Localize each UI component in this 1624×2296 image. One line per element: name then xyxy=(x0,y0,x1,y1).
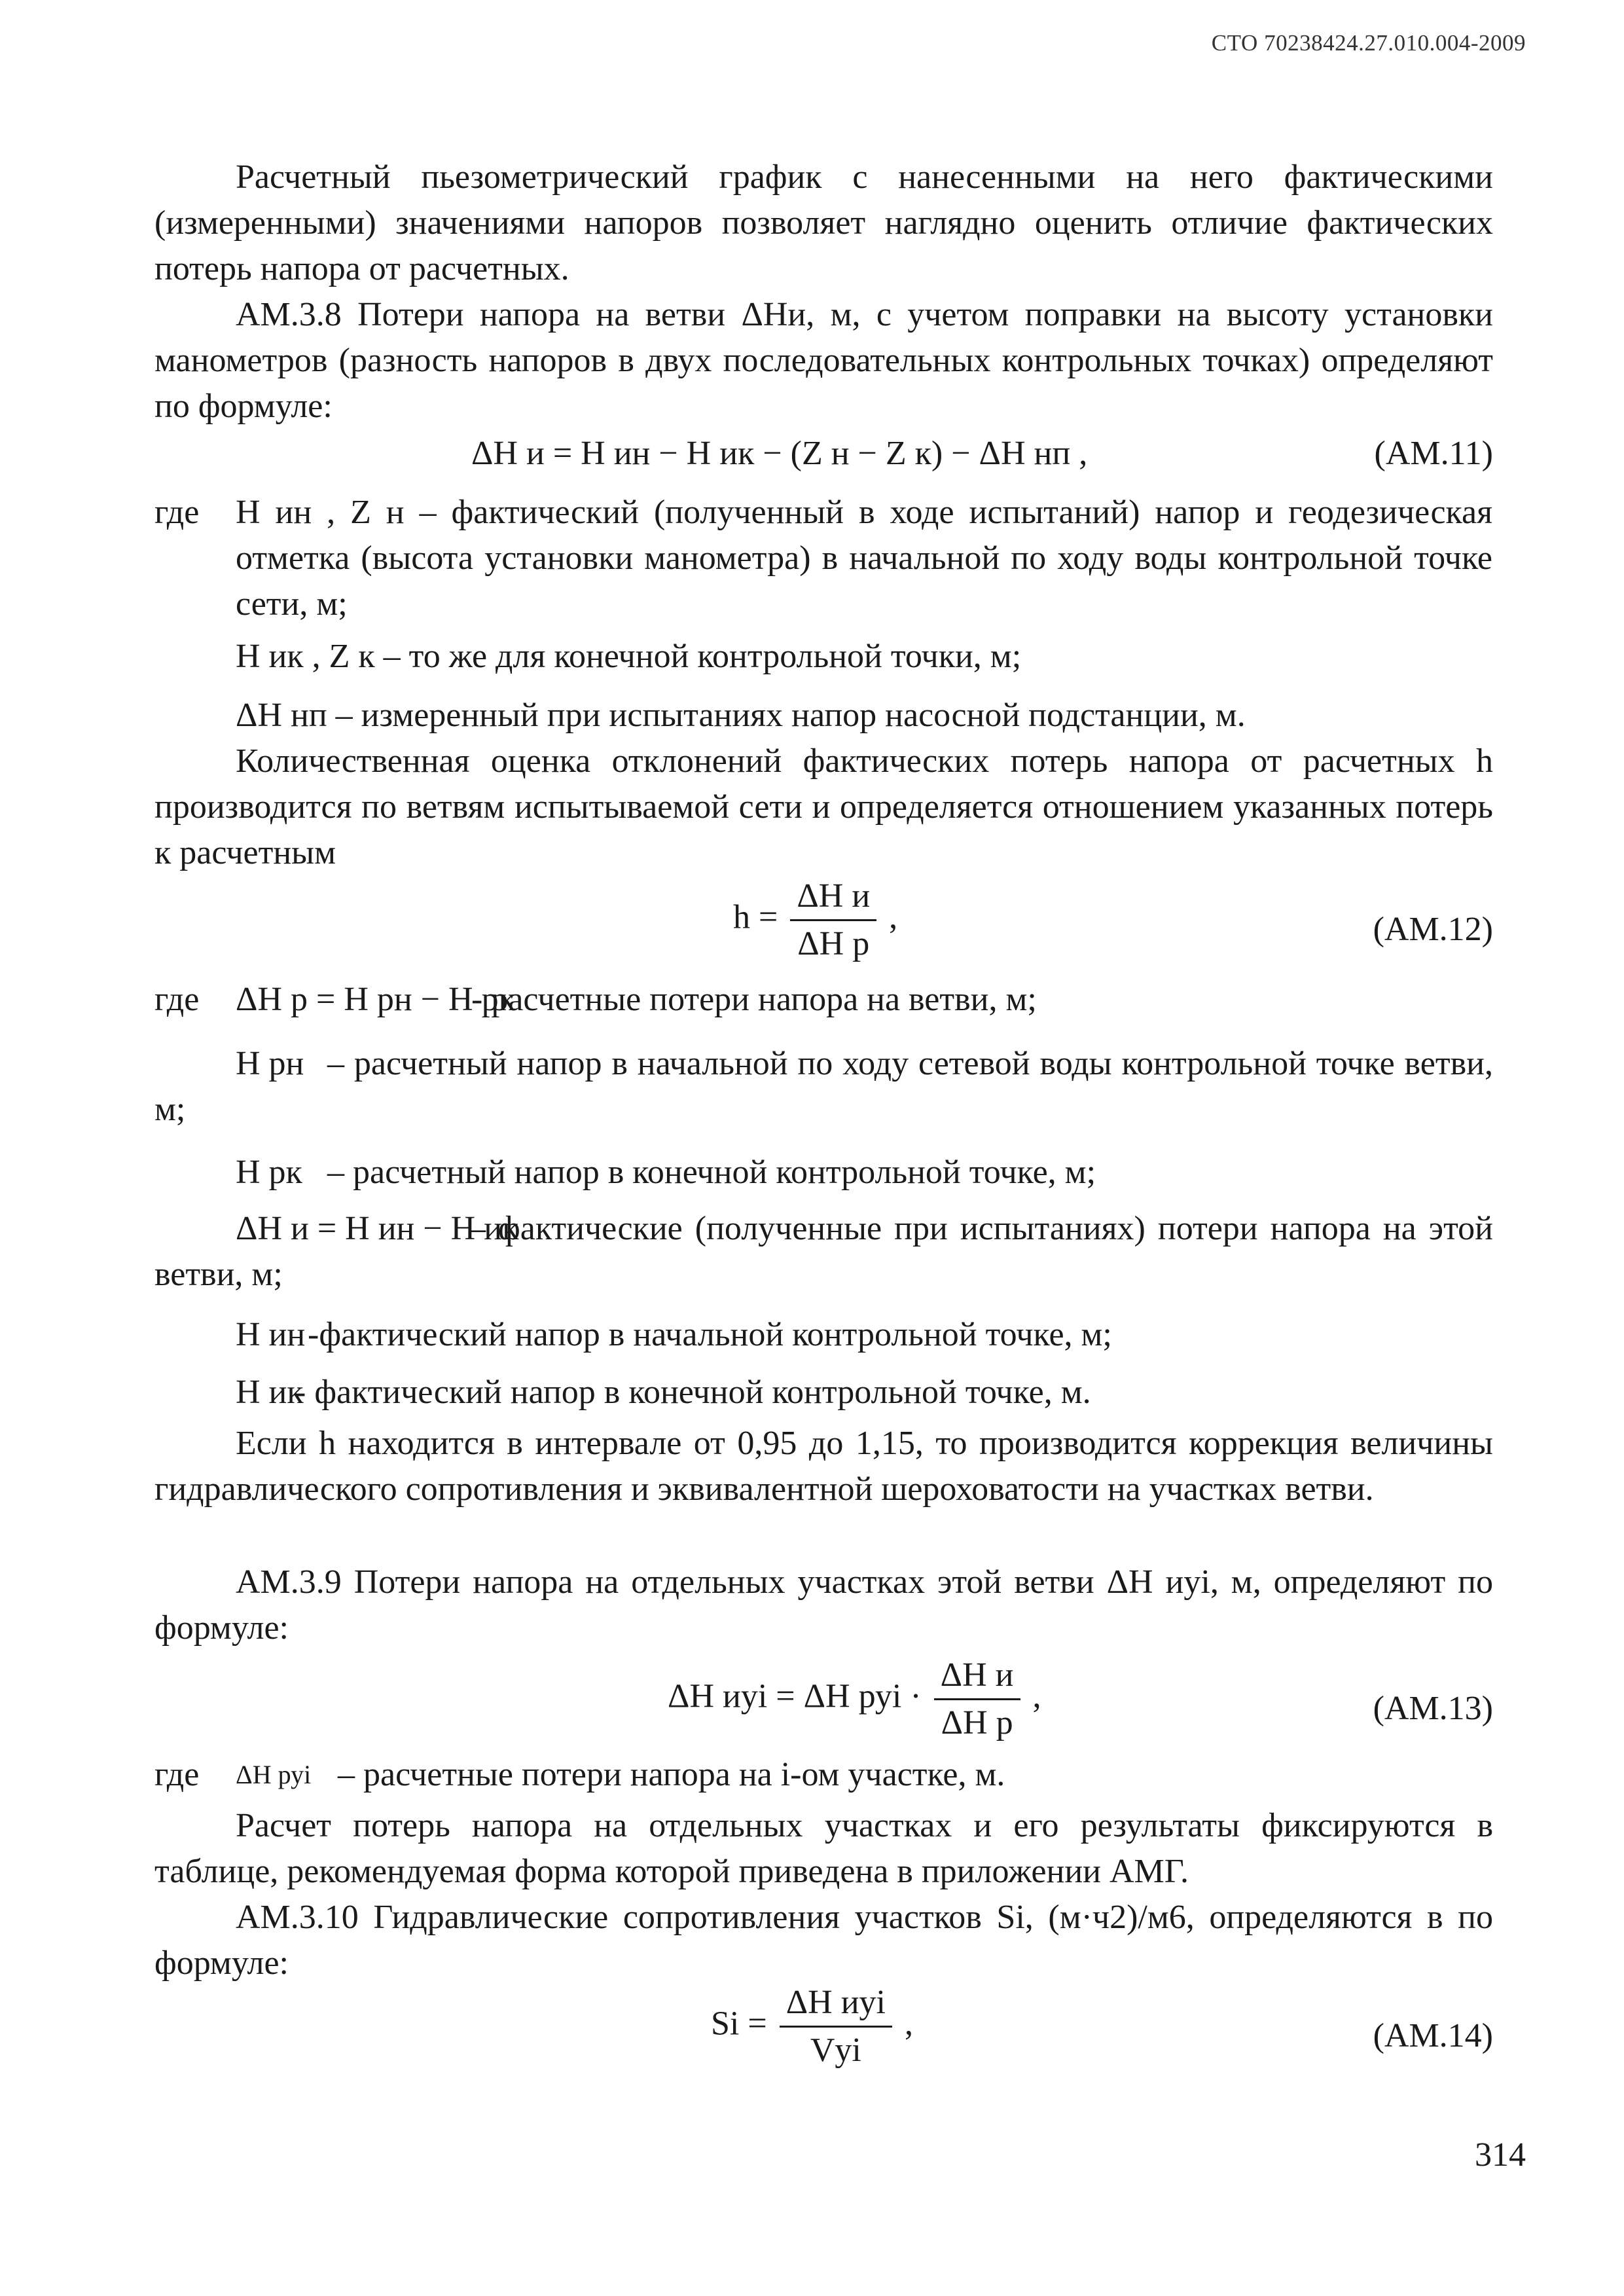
paragraph-text: АМ.3.8 Потери напора на ветви ΔНи, м, с учетом поправки на высоту установки манометров (разность напоров в двух последовательных контрольных точках) определяют по формуле: xyxy=(154,296,1493,425)
formula-tail: , xyxy=(889,898,898,936)
formula-am-14 xyxy=(711,1982,913,2071)
definition-calc-loss-segment: – расчетные потери напора на i-ом участке, м. xyxy=(338,1756,1005,1793)
equation-number-am-13: (АМ.13) xyxy=(1373,1690,1493,1727)
formula-lhs: h = xyxy=(733,898,778,936)
formula-tail: , xyxy=(904,2005,913,2043)
symbol-calc-head-start: Н рн xyxy=(236,1045,304,1082)
symbol-calc-loss-segment: ΔН руi xyxy=(236,1760,312,1789)
definition-pump-head: ΔН нп – измеренный при испытаниях напор насосной подстанции, м. xyxy=(236,697,1246,734)
paragraph-text: Расчетный пьезометрический график с нанесенными на него фактическими (измеренными) значениями напоров позволяет наглядно оценить отличие фактических потерь напора от расчетных. xyxy=(154,158,1493,287)
fraction-denominator: ΔН р xyxy=(941,1704,1013,1741)
fraction-denominator: ΔН р xyxy=(797,925,870,962)
symbol-actual-head-start: Н ин xyxy=(236,1316,306,1353)
paragraph-am-3-9 xyxy=(154,1559,1493,1651)
equation-number-am-14: (АМ.14) xyxy=(1373,2017,1493,2054)
formula-lhs: Si = xyxy=(711,2005,767,2043)
definition-actual-loss xyxy=(154,1206,1493,1298)
where-label: где xyxy=(154,494,200,531)
where-formula-actual-loss: ΔН и = Н ин − Н ик xyxy=(236,1210,519,1247)
where-label: где xyxy=(154,981,200,1018)
where-formula-calc-loss: ΔН р = Н рн − Н рк xyxy=(236,981,515,1018)
formula-tail: , xyxy=(1032,1677,1041,1715)
formula-am-11: ΔН и = Н ин − Н ик − (Z н − Z к) − ΔН нп , xyxy=(471,435,1088,472)
document-code: СТО 70238424.27.010.004-2009 xyxy=(1211,30,1526,56)
fraction xyxy=(780,1982,892,2071)
definition-end-point: Н ик , Z к – то же для конечной контрольной точки, м; xyxy=(236,638,1022,675)
where-definition-start xyxy=(236,490,1492,627)
equation-number-am-12: (АМ.12) xyxy=(1373,911,1493,948)
definition-text: – фактические (полученные при испытаниях) потери напора на этой ветви, м; xyxy=(154,1210,1493,1293)
fraction-numerator: ΔН и xyxy=(934,1655,1020,1700)
definition-text: – расчетный напор в начальной по ходу сетевой воды контрольной точке ветви, м; xyxy=(154,1045,1493,1128)
paragraph-text: АМ.3.10 Гидравлические сопротивления участков Si, (м·ч2)/м6, определяются в по формуле: xyxy=(154,1899,1493,1982)
paragraph-text: Расчет потерь напора на отдельных участках и его результаты фиксируются в таблице, рекомендуемая форма которой приведена в приложении АМГ. xyxy=(154,1807,1493,1890)
definition-actual-head-end: - фактический напор в конечной контрольной точке, м. xyxy=(295,1374,1091,1411)
paragraph-calculation-table xyxy=(154,1803,1493,1895)
fraction-numerator: ΔН иуi xyxy=(780,1982,892,2028)
where-text-calc-loss: - расчетные потери напора на ветви, м; xyxy=(471,981,1037,1018)
where-label: где xyxy=(154,1756,200,1793)
paragraph-am-3-8 xyxy=(154,292,1493,429)
paragraph-text: АМ.3.9 Потери напора на отдельных участках этой ветви ΔН иуi, м, определяют по формуле: xyxy=(154,1563,1493,1647)
fraction xyxy=(790,876,876,964)
definition-text: Н ин , Z н – фактический (полученный в ходе испытаний) напор и геодезическая отметка (высота установки манометра) в начальной по ходу воды контрольной точке сети, м; xyxy=(236,494,1492,623)
formula-lhs: ΔН иуi = ΔН руi · xyxy=(668,1677,922,1715)
paragraph-am-3-10 xyxy=(154,1895,1493,1986)
paragraph-text: Если h находится в интервале от 0,95 до 1,15, то производится коррекция величины гидравлического сопротивления и эквивалентной шероховатости на участках ветви. xyxy=(154,1425,1493,1508)
symbol-calc-head-end: Н рк xyxy=(236,1154,302,1191)
definition-actual-head-start: -фактический напор в начальной контрольной точке, м; xyxy=(308,1316,1112,1353)
definition-calc-head-end: – расчетный напор в конечной контрольной точке, м; xyxy=(327,1154,1096,1191)
fraction xyxy=(934,1655,1020,1743)
formula-am-12 xyxy=(733,876,897,964)
formula-am-13 xyxy=(668,1655,1041,1743)
equation-number-am-11: (АМ.11) xyxy=(1374,435,1493,472)
paragraph-evaluation xyxy=(154,738,1493,876)
paragraph-correction xyxy=(154,1421,1493,1512)
paragraph-intro xyxy=(154,155,1493,292)
page-number: 314 xyxy=(1475,2136,1526,2174)
fraction-denominator: Vуi xyxy=(810,2032,861,2069)
symbol-actual-head-end: Н ик xyxy=(236,1374,304,1411)
paragraph-text: Количественная оценка отклонений фактических потерь напора от расчетных h производится по ветвям испытываемой сети и определяется отношением указанных потерь к расчетным xyxy=(154,742,1493,871)
fraction-numerator: ΔН и xyxy=(790,876,876,921)
definition-calc-head-start xyxy=(154,1041,1493,1133)
